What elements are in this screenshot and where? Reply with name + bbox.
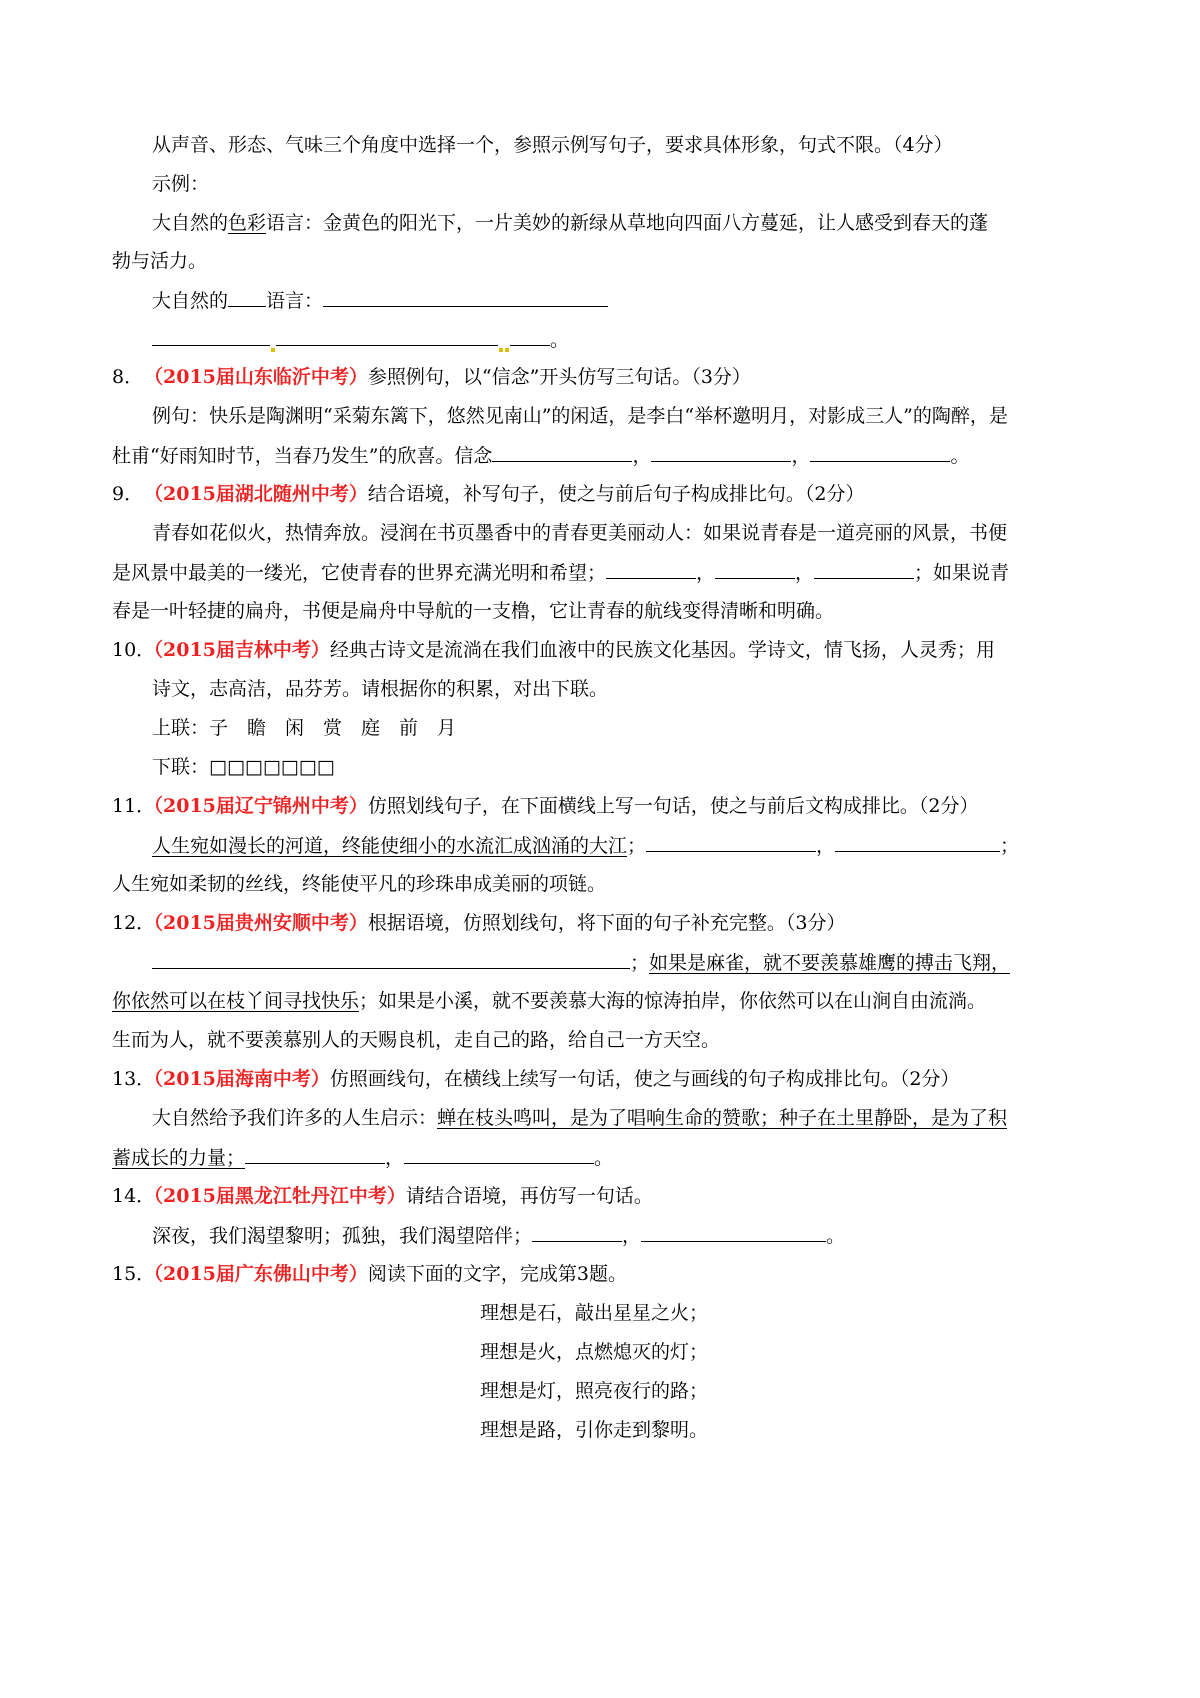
question-text: 根据语境，仿照划线句，将下面的句子补充完整。（3分） — [367, 912, 846, 934]
q14-end: 。 — [826, 1225, 846, 1247]
question-number: 11． — [112, 795, 156, 817]
question-source: （2015届贵州安顺中考） — [144, 912, 368, 934]
underlined-sentence: 蓄成长的力量； — [112, 1147, 246, 1169]
q8-sep: ， — [632, 445, 652, 467]
q12-line-1 — [112, 949, 1142, 976]
blank-field[interactable] — [152, 326, 270, 346]
example-post: 语言：金黄色的阳光下，一片美妙的新绿从草地向四面八方蔓延，让人感受到春天的蓬 — [266, 212, 989, 234]
question-text: 参照例句，以“信念”开头仿写三句话。（3分） — [367, 366, 751, 388]
poem-line: 理想是路，引你走到黎明。 — [480, 1419, 709, 1441]
q11-sep: ； — [627, 835, 647, 857]
fill-pre: 大自然的 — [152, 290, 229, 312]
question-source: （2015届黑龙江牡丹江中考） — [144, 1185, 406, 1207]
fill-line — [112, 287, 1142, 314]
question-source: （2015届山东临沂中考） — [144, 366, 368, 388]
q12-line-3 — [112, 1027, 1102, 1053]
example-label-text: 示例： — [152, 173, 210, 195]
question-source: （2015届广东佛山中考） — [144, 1263, 368, 1285]
fill-line-2 — [112, 326, 1142, 353]
question-14 — [112, 1183, 1102, 1209]
blank-field[interactable] — [532, 1222, 622, 1242]
q13-line-1 — [112, 1105, 1142, 1131]
underlined-sentence: 你依然可以在枝丫间寻找快乐 — [112, 990, 360, 1012]
q8-text: 杜甫“好雨知时节，当春乃发生”的欣喜。信念 — [112, 445, 493, 467]
q11-text: 人生宛如柔韧的丝线，终能使平凡的珍珠串成美丽的项链。 — [112, 873, 607, 895]
q11-sep: ； — [1000, 835, 1020, 857]
q9-sep: ， — [795, 562, 815, 584]
underlined-sentence: 如果是麻雀，就不要羡慕雄鹰的搏击飞翔， — [649, 952, 1011, 974]
blank-field[interactable] — [323, 287, 608, 307]
q8-line-1 — [112, 403, 1142, 429]
question-source: （2015届湖北随州中考） — [144, 483, 368, 505]
blank-field[interactable] — [835, 832, 1000, 852]
question-number: 8． — [112, 366, 144, 388]
question-number: 15． — [112, 1263, 156, 1285]
q9-text: ；如果说青 — [914, 562, 1010, 584]
q12-text: ；如果是小溪，就不要羡慕大海的惊涛拍岸，你依然可以在山涧自由流淌。 — [359, 990, 987, 1012]
example-pre: 大自然的 — [152, 212, 229, 234]
question-text: 仿照划线句子，在下面横线上写一句话，使之与前后文构成排比。（2分） — [367, 795, 979, 817]
q11-line-2 — [112, 871, 1102, 897]
poem-line: 理想是灯，照亮夜行的路； — [480, 1380, 709, 1402]
question-number: 14． — [112, 1185, 156, 1207]
question-13 — [112, 1066, 1102, 1092]
blank-field[interactable] — [245, 1144, 385, 1164]
mark-dot — [505, 348, 509, 352]
q9-line-3 — [112, 598, 1102, 624]
question-text: 结合语境，补写句子，使之与前后句子构成排比句。（2分） — [367, 483, 865, 505]
blank-field[interactable] — [404, 1144, 594, 1164]
q9-sep: ， — [696, 562, 716, 584]
example-label — [112, 171, 1142, 197]
underlined-sentence: 蝉在枝头鸣叫，是为了唱响生命的赞歌；种子在土里静卧，是为了积 — [437, 1107, 1008, 1129]
question-9 — [112, 481, 1102, 507]
blank-field[interactable] — [651, 442, 791, 462]
question-source: （2015届辽宁锦州中考） — [144, 795, 368, 817]
underlined-sentence: 人生宛如漫长的河道，终能使细小的水流汇成汹涌的大江 — [152, 835, 628, 857]
question-text: 请结合语境，再仿写一句话。 — [405, 1185, 653, 1207]
blank-field[interactable] — [810, 442, 950, 462]
q8-text: 例句：快乐是陶渊明“采菊东篱下，悠然见南山”的闲适，是李白“举杯邀明月，对影成三人”的陶醉，是 — [152, 405, 1008, 427]
example-line — [112, 210, 1142, 236]
question-number: 9． — [112, 483, 144, 505]
fill-end: 。 — [550, 329, 570, 351]
mark-dot — [271, 348, 275, 352]
upper-couplet: 上联：子 瞻 闲 赏 庭 前 月 — [152, 717, 457, 739]
example-underlined: 色彩 — [228, 212, 267, 234]
blank-field[interactable] — [715, 559, 795, 579]
example-cont: 勃与活力。 — [112, 250, 208, 272]
q10-lower-couplet — [112, 754, 1142, 780]
blank-field[interactable] — [276, 326, 498, 346]
q12-line-2 — [112, 988, 1102, 1014]
q13-text: 大自然给予我们许多的人生启示： — [152, 1107, 438, 1129]
question-number: 13． — [112, 1068, 156, 1090]
q13-sep: ， — [385, 1147, 405, 1169]
q9-text: 青春如花似火，热情奔放。浸润在书页墨香中的青春更美丽动人：如果说青春是一道亮丽的风景，书便 — [152, 522, 1008, 544]
q13-line-2 — [112, 1144, 1102, 1171]
poem-line: 理想是石，敲出星星之火； — [480, 1302, 709, 1324]
question-text: 仿照画线句，在横线上续写一句话，使之与画线的句子构成排比句。（2分） — [329, 1068, 960, 1090]
fill-mid: 语言： — [266, 290, 324, 312]
lower-couplet-boxes[interactable]: 下联：□□□□□□□ — [152, 756, 335, 778]
q9-line-1 — [112, 520, 1142, 546]
instruction-text — [112, 132, 1142, 158]
question-12 — [112, 910, 1102, 936]
instruction: 从声音、形态、气味三个角度中选择一个，参照示例写句子，要求具体形象，句式不限。（4分） — [152, 134, 953, 156]
q8-end: 。 — [950, 445, 970, 467]
q10-upper-couplet — [112, 715, 1142, 741]
blank-field[interactable] — [814, 559, 914, 579]
question-text: 阅读下面的文字，完成第3题。 — [367, 1263, 627, 1285]
q14-line-1 — [112, 1222, 1142, 1249]
blank-field[interactable] — [646, 832, 816, 852]
q12-sep: ； — [630, 952, 650, 974]
question-11 — [112, 793, 1102, 819]
question-8 — [112, 364, 1102, 390]
question-text: 经典古诗文是流淌在我们血液中的民族文化基因。学诗文，情飞扬，人灵秀；用 — [329, 639, 995, 661]
question-number: 12． — [112, 912, 156, 934]
q11-sep: ， — [816, 835, 836, 857]
mark-dot — [499, 348, 503, 352]
q14-text: 深夜，我们渴望黎明；孤独，我们渴望陪伴； — [152, 1225, 533, 1247]
example-continuation — [112, 248, 1102, 274]
question-10 — [112, 637, 1102, 663]
blank-field[interactable] — [492, 442, 632, 462]
poem-line: 理想是火，点燃熄灭的灯； — [480, 1341, 709, 1363]
blank-field[interactable] — [152, 949, 630, 969]
q10-line-1 — [112, 676, 1142, 702]
blank-field[interactable] — [641, 1222, 826, 1242]
q8-sep: ， — [791, 445, 811, 467]
blank-field[interactable] — [228, 287, 266, 307]
question-source: （2015届吉林中考） — [144, 639, 330, 661]
q8-line-2 — [112, 442, 1102, 469]
blank-field[interactable] — [510, 326, 550, 346]
q11-line-1 — [112, 832, 1142, 859]
q13-end: 。 — [594, 1147, 614, 1169]
q12-text: 生而为人，就不要羡慕别人的天赐良机，走自己的路，给自己一方天空。 — [112, 1029, 721, 1051]
q9-line-2 — [112, 559, 1102, 586]
question-source: （2015届海南中考） — [144, 1068, 330, 1090]
q9-text: 是风景中最美的一缕光，它使青春的世界充满光明和希望； — [112, 562, 607, 584]
question-15 — [112, 1261, 1102, 1287]
question-number: 10． — [112, 639, 156, 661]
q10-text: 诗文，志高洁，品芬芳。请根据你的积累，对出下联。 — [152, 678, 609, 700]
q14-sep: ， — [622, 1225, 642, 1247]
blank-field[interactable] — [606, 559, 696, 579]
q9-text: 春是一叶轻捷的扁舟，书便是扁舟中导航的一支橹，它让青春的航线变得清晰和明确。 — [112, 600, 835, 622]
